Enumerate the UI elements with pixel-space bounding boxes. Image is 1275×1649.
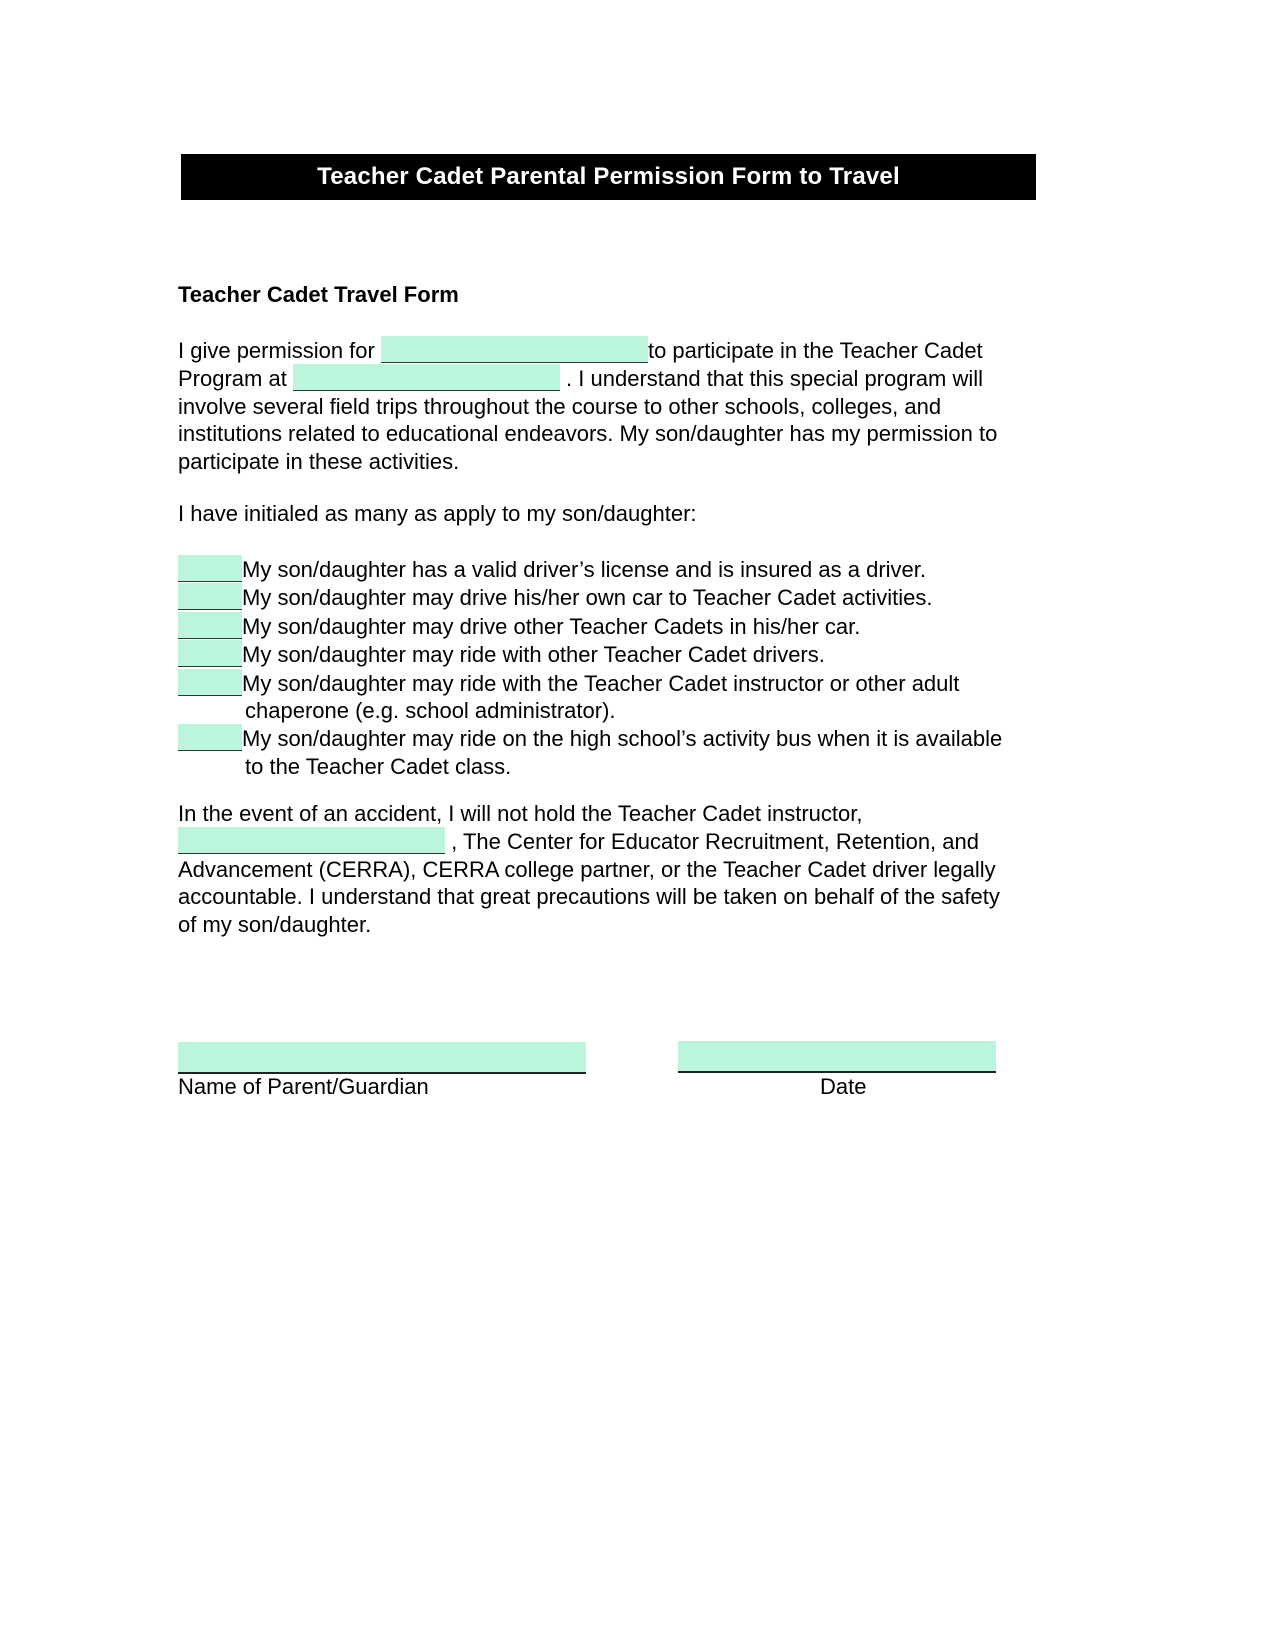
option-text: My son/daughter may ride with the Teacher Cadet instructor or other adult: [242, 670, 960, 696]
text: to participate in the Teacher Cadet: [647, 338, 983, 363]
options-list: [178, 555, 1002, 780]
instructor-name-field[interactable]: [178, 827, 445, 854]
initial-field[interactable]: [178, 583, 242, 610]
option-text: chaperone (e.g. school administrator).: [245, 698, 616, 724]
school-name-field[interactable]: [293, 364, 560, 391]
initial-field[interactable]: [178, 669, 242, 696]
text: involve several field trips throughout the course to other schools, colleges, and: [178, 393, 942, 419]
form-title: Teacher Cadet Parental Permission Form to Travel: [317, 163, 900, 190]
text: accountable. I understand that great precautions will be taken on behalf of the safety: [178, 884, 1000, 910]
text: I give permission for: [178, 338, 381, 363]
parent-signature-field[interactable]: [178, 1042, 586, 1074]
text: , The Center for Educator Recruitment, Retention, and: [445, 829, 979, 855]
text: Advancement (CERRA), CERRA college partner, or the Teacher Cadet driver legally: [178, 856, 996, 882]
permission-paragraph: [178, 336, 997, 475]
option-text: to the Teacher Cadet class.: [245, 753, 512, 779]
option-text: My son/daughter may ride with other Teacher Cadet drivers.: [242, 642, 825, 668]
option-item: [178, 583, 1002, 611]
option-text: My son/daughter has a valid driver’s license and is insured as a driver.: [242, 557, 926, 582]
date-label: Date: [820, 1074, 867, 1099]
text: participate in these activities.: [178, 448, 460, 474]
option-item: [178, 669, 1002, 725]
text: of my son/daughter.: [178, 911, 372, 937]
parent-label: Name of Parent/Guardian: [178, 1074, 429, 1099]
initial-field[interactable]: [178, 612, 242, 639]
initial-field[interactable]: [178, 555, 242, 582]
option-text: My son/daughter may drive his/her own car to Teacher Cadet activities.: [242, 585, 933, 611]
initial-intro: I have initialed as many as apply to my son/daughter:: [178, 501, 697, 526]
option-item: [178, 724, 1002, 780]
date-field[interactable]: [678, 1041, 996, 1073]
section-heading: Teacher Cadet Travel Form: [178, 282, 459, 307]
student-name-field[interactable]: [381, 336, 648, 363]
liability-paragraph: [178, 800, 1000, 938]
form-title-bar: [181, 154, 1036, 200]
option-text: My son/daughter may drive other Teacher Cadets in his/her car.: [242, 613, 861, 639]
initial-field[interactable]: [178, 640, 242, 667]
option-item: [178, 555, 1002, 583]
text: institutions related to educational endeavors. My son/daughter has my permission to: [178, 421, 998, 447]
text: . I understand that this special program will: [559, 366, 984, 392]
text: Program at: [178, 366, 293, 392]
text: In the event of an accident, I will not hold the Teacher Cadet instructor,: [178, 801, 863, 826]
option-text: My son/daughter may ride on the high school’s activity bus when it is available: [242, 726, 1003, 752]
initial-field[interactable]: [178, 724, 242, 751]
option-item: [178, 640, 1002, 668]
option-item: [178, 612, 1002, 640]
